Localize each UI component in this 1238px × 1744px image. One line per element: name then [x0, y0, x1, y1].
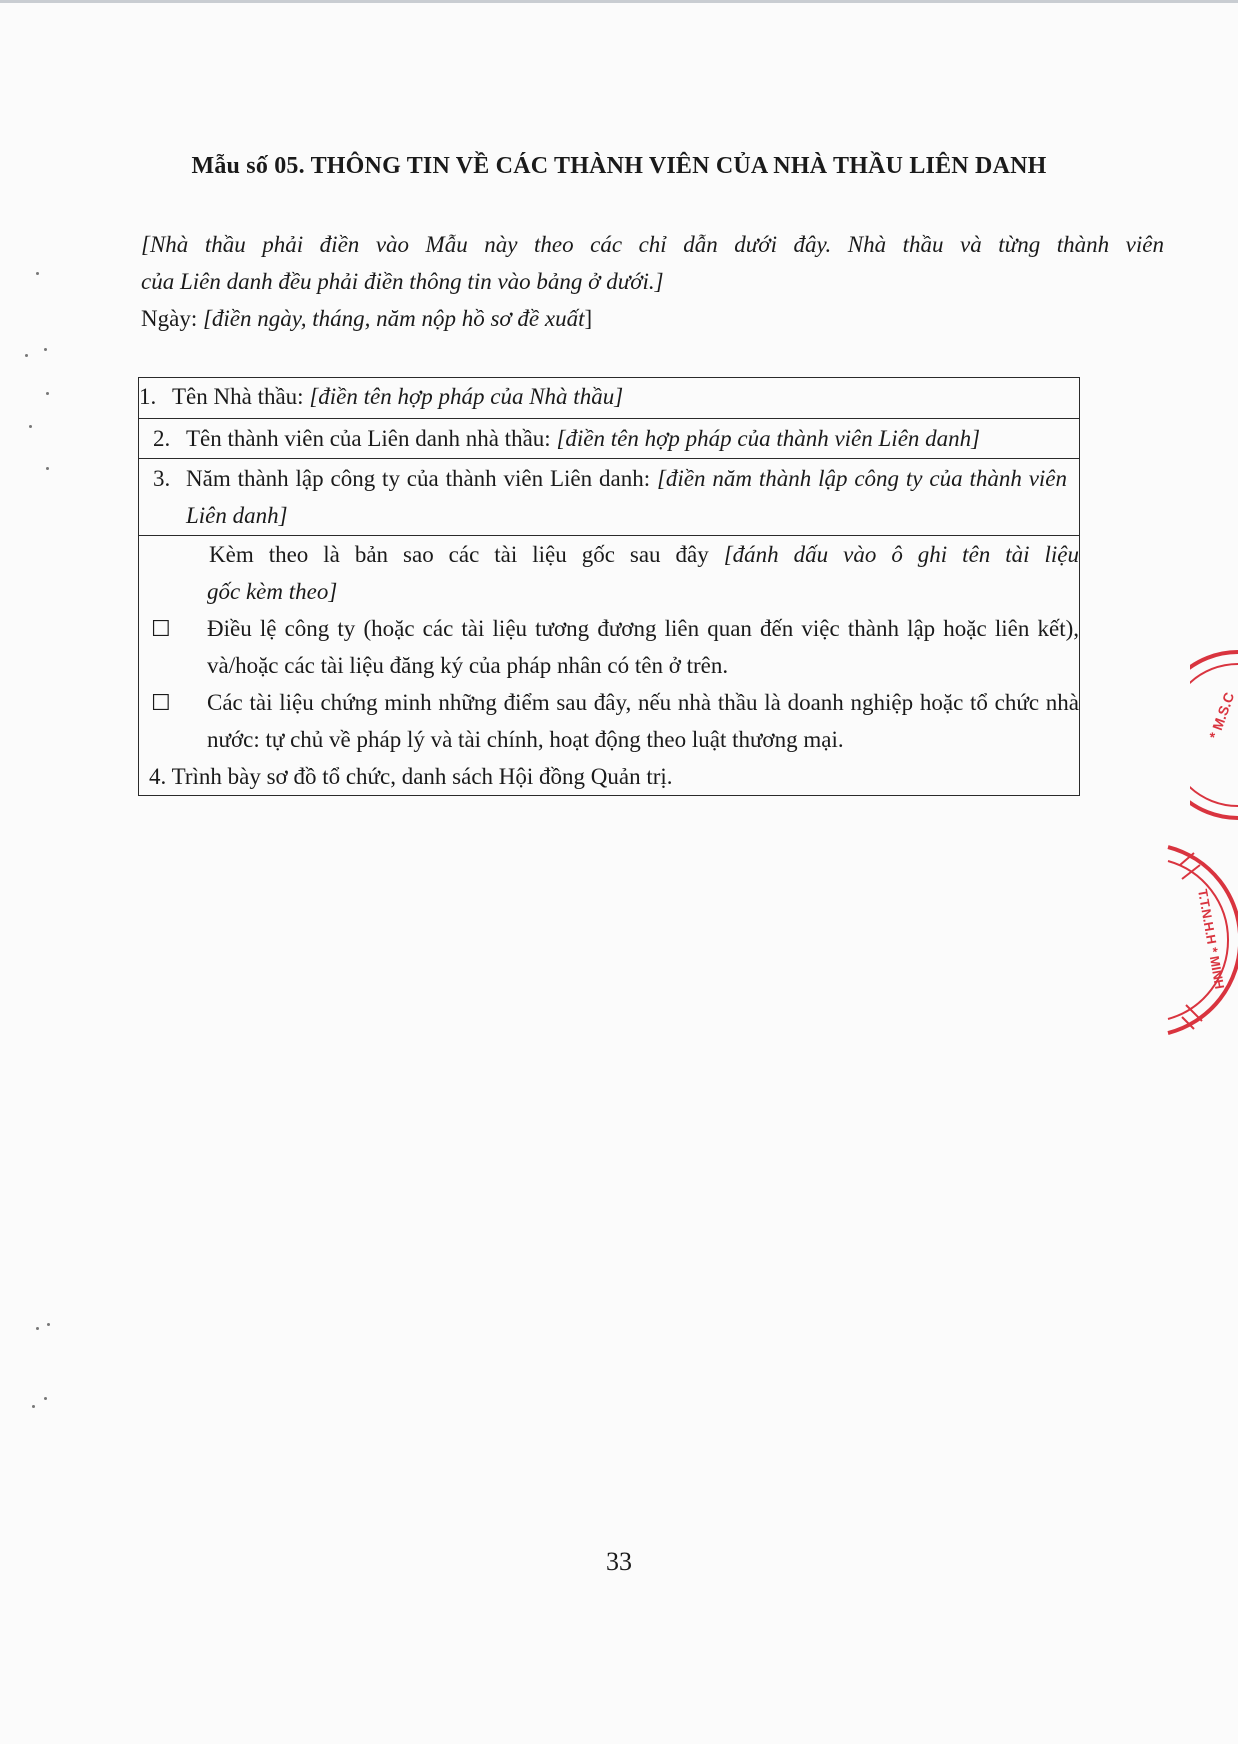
row-label: Tên thành viên của Liên danh nhà thầu: [186, 426, 557, 451]
attachments-placeholder: [đánh dấu vào ô ghi tên tài liệu [723, 542, 1080, 567]
scan-speck [36, 1327, 39, 1330]
attachments-placeholder-end: gốc kèm theo] [207, 579, 338, 604]
date-line [141, 300, 1164, 337]
seal-upper-text: * M.S.C [1205, 690, 1238, 742]
row-text [186, 420, 1067, 457]
scan-speck [36, 272, 39, 275]
scan-speck [32, 1405, 35, 1408]
attachments-intro [139, 536, 1079, 573]
company-seal-upper [1190, 650, 1238, 820]
table-row [139, 536, 1080, 796]
row-label: Tên Nhà thầu: [172, 384, 310, 409]
row-text [186, 460, 1067, 534]
row-placeholder: [điền năm thành lập công ty của thành viên Liên danh] [186, 466, 1067, 528]
date-label: Ngày: [141, 306, 203, 331]
list-item [139, 610, 1079, 684]
scan-speck [47, 1323, 50, 1326]
scan-speck [46, 392, 49, 395]
row-number: 1. [139, 384, 157, 409]
checkbox-label: Điều lệ công ty (hoặc các tài liệu tương đương liên quan đến việc thành lập hoặc liên kết), và/hoặc các tài liệu đăng ký của pháp nhân có tên ở trên. [207, 616, 1079, 678]
row-number: 2. [153, 426, 171, 451]
row-contractor-name [139, 378, 1080, 419]
scan-speck [25, 354, 28, 357]
page-number: 33 [606, 1547, 632, 1576]
row-placeholder: [điền tên hợp pháp của Nhà thầu] [309, 384, 624, 409]
table-row [139, 419, 1080, 459]
scan-top-edge [0, 0, 1238, 3]
contractor-info-table [138, 377, 1080, 796]
table-row [139, 378, 1080, 419]
checkbox-charter[interactable]: ☐ [151, 616, 171, 641]
scan-speck [46, 467, 49, 470]
instructions-block [141, 226, 1164, 337]
checkbox-label: Các tài liệu chứng minh những điểm sau đây, nếu nhà thầu là doanh nghiệp hoặc tổ chức nhà nước: tự chủ về pháp lý và tài chính, hoạt động theo luật thương mại. [207, 690, 1079, 752]
table-row [139, 459, 1080, 536]
row-placeholder: [điền tên hợp pháp của thành viên Liên danh] [556, 426, 981, 451]
attachments-intro-text: Kèm theo là bản sao các tài liệu gốc sau đây [209, 542, 724, 567]
instructions-line-2: của Liên danh đều phải điền thông tin vào bảng ở dưới.] [141, 269, 664, 294]
row-text [172, 378, 623, 415]
row-member-name [139, 419, 1080, 459]
list-item [139, 684, 1079, 758]
scan-speck [44, 1397, 47, 1400]
row-label: Năm thành lập công ty của thành viên Liên danh: [186, 466, 657, 491]
date-placeholder: [điền ngày, tháng, năm nộp hồ sơ đề xuất [202, 306, 585, 331]
row-attachments [139, 536, 1080, 796]
checkbox-state-docs[interactable]: ☐ [151, 690, 171, 715]
company-seal-lower [1158, 845, 1238, 1035]
scan-speck [44, 348, 47, 351]
instructions-line-1: [Nhà thầu phải điền vào Mẫu này theo các chỉ dẫn dưới đây. Nhà thầu và từng thành viên [141, 232, 1164, 257]
row-number: 3. [153, 466, 171, 491]
date-close-bracket: ] [584, 306, 593, 331]
seal-lower-text: T.T.N.H.H * MINH [1195, 887, 1228, 991]
scan-speck [29, 425, 32, 428]
row-founding-year [139, 459, 1080, 536]
org-chart-item: 4. Trình bày sơ đồ tổ chức, danh sách Hội đồng Quản trị. [149, 764, 673, 789]
form-title: Mẫu số 05. THÔNG TIN VỀ CÁC THÀNH VIÊN CỦA NHÀ THẦU LIÊN DANH [191, 153, 1047, 179]
